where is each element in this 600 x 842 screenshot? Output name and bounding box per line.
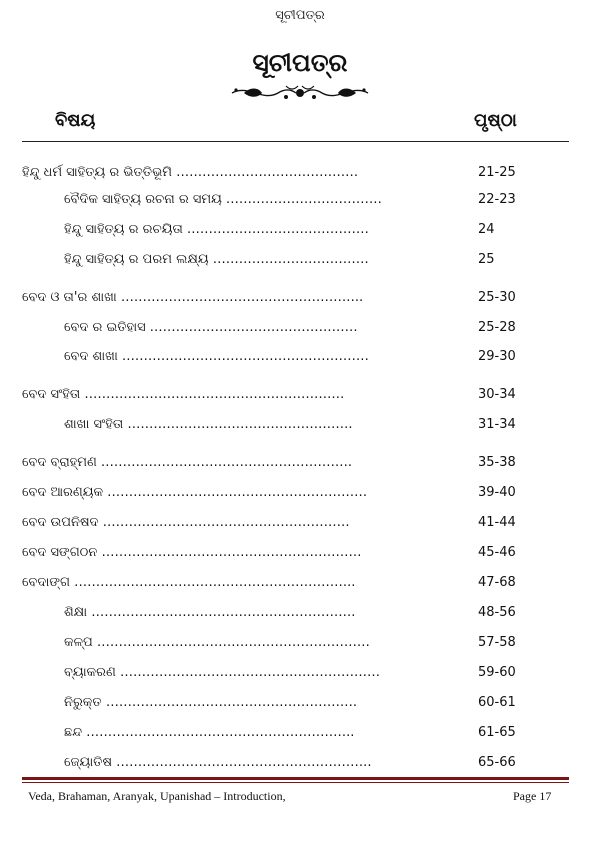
- toc-entry: [0, 483, 600, 503]
- toc-entry-page: 47-68: [478, 575, 516, 590]
- toc-entry-label: ଶିକ୍ଷା …………………………………………………….: [64, 605, 356, 620]
- toc-entry-page: 41-44: [478, 515, 516, 530]
- toc-entry-page: 61-65: [478, 725, 516, 740]
- footer-title: Veda, Brahaman, Aranyak, Upanishad – Introduction,: [28, 789, 286, 803]
- floral-divider-icon: [228, 82, 372, 104]
- toc-entry-label: ନିରୁକ୍ତ ………………………………………………….: [64, 695, 357, 710]
- toc-entry-label: କଳ୍ପ ………………………………………………………: [64, 635, 370, 650]
- toc-entry: [0, 693, 600, 713]
- toc-entry-page: 21-25: [478, 165, 516, 180]
- toc-entry-label: ବୈଦିକ ସାହିତ୍ୟ ରଚନା ର ସମୟ ………………………………: [64, 192, 382, 207]
- toc-entry: [0, 453, 600, 473]
- toc-entry: [0, 163, 600, 183]
- toc-entry-page: 24: [478, 222, 495, 237]
- subject-column-header: ବିଷୟ: [55, 110, 96, 131]
- toc-entry-page: 48-56: [478, 605, 516, 620]
- toc-entry: [0, 385, 600, 405]
- footer-rule-thin: [22, 782, 569, 783]
- toc-entry-label: ବେଦ ଓ ତା'ର ଶାଖା ………………………………………………..: [22, 290, 364, 305]
- toc-entry: [0, 573, 600, 593]
- toc-entry-page: 25: [478, 252, 495, 267]
- toc-entry-page: 25-28: [478, 320, 516, 335]
- toc-entry: [0, 723, 600, 743]
- page-title: ସୂଚୀପତ୍ର: [252, 48, 348, 77]
- footer-page-number: Page 17: [513, 789, 552, 803]
- toc-entry: [0, 663, 600, 683]
- toc-entry-label: ହିନ୍ଦୁ ସାହିତ୍ୟ ର ପରମ ଲକ୍ଷ୍ୟ ………………………………: [64, 252, 369, 267]
- toc-entry-label: ଜ୍ୟୋତିଷ …………………………………………………..: [64, 755, 372, 770]
- header-rule: [22, 141, 569, 142]
- toc-entry-page: 57-58: [478, 635, 516, 650]
- page-column-header: ପୃଷ୍ଠା: [474, 110, 517, 131]
- toc-entry-page: 45-46: [478, 545, 516, 560]
- toc-entry-page: 22-23: [478, 192, 516, 207]
- toc-entry-label: ହିନ୍ଦୁ ଧର୍ମ ସାହିତ୍ୟ ର ଭିତ୍ତିଭୂମି ……………………………………: [22, 165, 359, 180]
- toc-entry: [0, 190, 600, 210]
- toc-entry: [0, 543, 600, 563]
- toc-entry: [0, 250, 600, 270]
- toc-entry: [0, 603, 600, 623]
- toc-entry-page: 60-61: [478, 695, 516, 710]
- toc-entry-label: ବେଦ ଉପନିଷଦ …………………………………………………: [22, 515, 350, 530]
- toc-entry-label: ହିନ୍ଦୁ ସାହିତ୍ୟ ର ରଚୟିତା ……………………………………: [64, 222, 369, 237]
- toc-entry-label: ଶାଖା ସଂହିତା …………………………………………….: [64, 417, 353, 432]
- toc-entry: [0, 288, 600, 308]
- toc-entry: [0, 347, 600, 367]
- toc-entry-label: ଛନ୍ଦ ……………………………………………………..: [64, 725, 355, 740]
- running-head: ସୂଚୀପତ୍ର: [275, 8, 325, 23]
- footer-rule: [22, 777, 569, 780]
- toc-entry-page: 65-66: [478, 755, 516, 770]
- toc-entry-label: ବେଦ ର ଇତିହାସ …………………………………………: [64, 320, 358, 335]
- toc-entry-page: 31-34: [478, 417, 516, 432]
- toc-entry-label: ବେଦ ଆରଣ୍ୟକ ……………………………………………………: [22, 485, 368, 500]
- toc-entry: [0, 220, 600, 240]
- toc-entry: [0, 318, 600, 338]
- toc-entry: [0, 633, 600, 653]
- toc-entry-page: 25-30: [478, 290, 516, 305]
- toc-entry-label: ବ୍ୟାକରଣ ……………………………………………………: [64, 665, 380, 680]
- toc-entry-page: 39-40: [478, 485, 516, 500]
- toc-entry-label: ବେଦ ସଂହିତା ……………………………………………………: [22, 387, 345, 402]
- toc-entry-label: ବେଦାଙ୍ଗ ………………………………………………………..: [22, 575, 356, 590]
- toc-entry-page: 29-30: [478, 349, 516, 364]
- toc-entry-page: 35-38: [478, 455, 516, 470]
- toc-entry-label: ବେଦ ବ୍ରାହ୍ମଣ ………………………………………………….: [22, 455, 353, 470]
- toc-entry-label: ବେଦ ଶାଖା …………………………………………………: [64, 349, 369, 364]
- toc-entry: [0, 415, 600, 435]
- toc-entry: [0, 513, 600, 533]
- toc-entry: [0, 753, 600, 773]
- toc-entry-page: 30-34: [478, 387, 516, 402]
- toc-entry-label: ବେଦ ସଙ୍ଗଠନ ……………………………………………………: [22, 545, 362, 560]
- toc-entry-page: 59-60: [478, 665, 516, 680]
